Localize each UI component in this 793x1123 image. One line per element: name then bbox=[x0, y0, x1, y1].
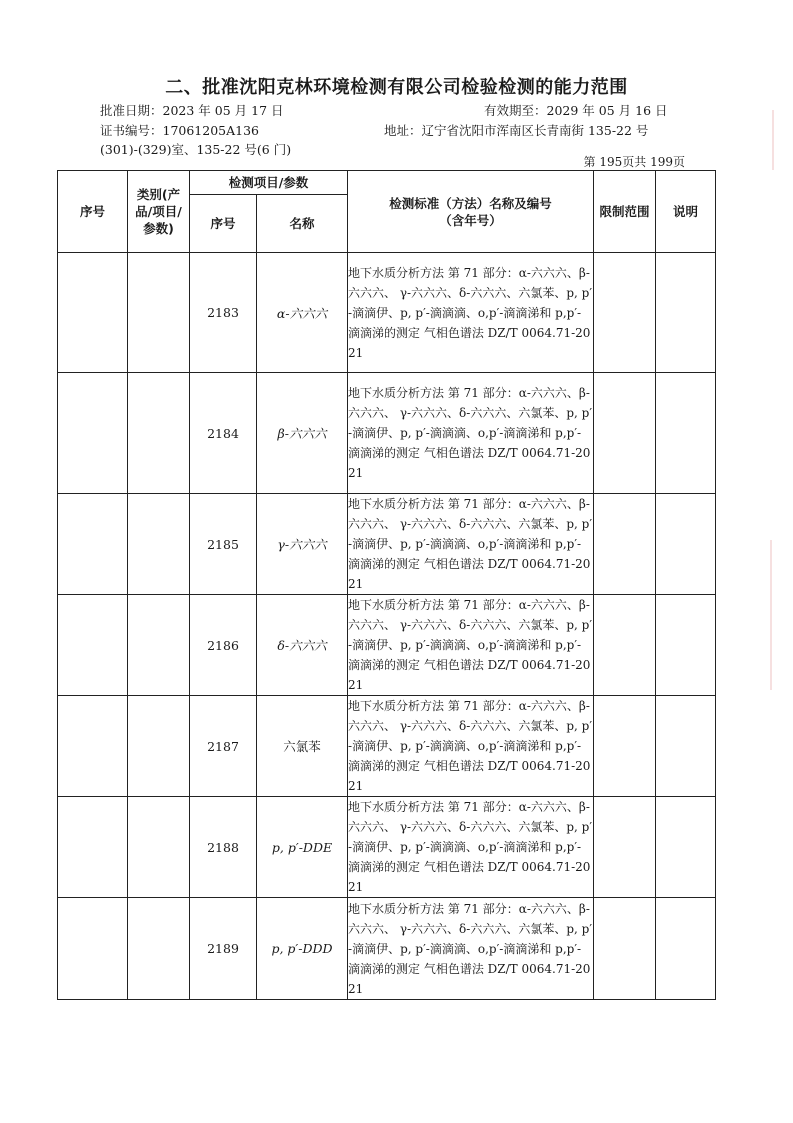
certificate-number: 证书编号：17061205A136 bbox=[100, 123, 260, 138]
item-note bbox=[656, 373, 716, 494]
table-row bbox=[58, 595, 716, 696]
item-note bbox=[656, 494, 716, 595]
col-seq: 序号 bbox=[58, 171, 128, 253]
item-note bbox=[656, 898, 716, 1000]
table-row bbox=[58, 253, 716, 373]
item-name: 六氯苯 bbox=[257, 696, 348, 797]
page-title: 二、批准沈阳克林环境检测有限公司检验检测的能力范围 bbox=[165, 77, 628, 98]
item-standard: 地下水质分析方法 第 71 部分：α-六六六、β-六六六、 γ-六六六、δ-六六六、六氯苯、p, p′-滴滴伊、p, p′-滴滴滴、o,p′-滴滴涕和 p,p′-滴滴涕的测定 气相色谱法 DZ/T 0064.71-2021 bbox=[348, 494, 594, 595]
item-name: γ-六六六 bbox=[257, 494, 348, 595]
row-category bbox=[128, 595, 190, 696]
valid-until: 有效期至：2029 年 05 月 16 日 bbox=[484, 103, 668, 118]
row-seq bbox=[58, 595, 128, 696]
item-standard: 地下水质分析方法 第 71 部分：α-六六六、β-六六六、 γ-六六六、δ-六六六、六氯苯、p, p′-滴滴伊、p, p′-滴滴滴、o,p′-滴滴涕和 p,p′-滴滴涕的测定 气相色谱法 DZ/T 0064.71-2021 bbox=[348, 696, 594, 797]
item-name: p, p′-DDE bbox=[257, 797, 348, 898]
col-items-group: 检测项目/参数 bbox=[190, 171, 348, 195]
address: 地址：辽宁省沈阳市浑南区长青南街 135-22 号 bbox=[384, 123, 649, 138]
col-item-seq: 序号 bbox=[190, 195, 257, 253]
row-category bbox=[128, 898, 190, 1000]
capability-table bbox=[57, 170, 716, 1000]
item-note bbox=[656, 797, 716, 898]
item-standard: 地下水质分析方法 第 71 部分：α-六六六、β-六六六、 γ-六六六、δ-六六六、六氯苯、p, p′-滴滴伊、p, p′-滴滴滴、o,p′-滴滴涕和 p,p′-滴滴涕的测定 气相色谱法 DZ/T 0064.71-2021 bbox=[348, 898, 594, 1000]
item-standard: 地下水质分析方法 第 71 部分：α-六六六、β-六六六、 γ-六六六、δ-六六六、六氯苯、p, p′-滴滴伊、p, p′-滴滴滴、o,p′-滴滴涕和 p,p′-滴滴涕的测定 气相色谱法 DZ/T 0064.71-2021 bbox=[348, 797, 594, 898]
item-number: 2185 bbox=[190, 494, 257, 595]
item-number: 2187 bbox=[190, 696, 257, 797]
col-category: 类别(产品/项目/参数) bbox=[128, 171, 190, 253]
item-name: δ-六六六 bbox=[257, 595, 348, 696]
address-continued: (301)-(329)室、135-22 号(6 门) bbox=[100, 142, 292, 157]
seal-mark-middle bbox=[770, 540, 788, 690]
row-category bbox=[128, 494, 190, 595]
row-seq bbox=[58, 373, 128, 494]
item-limit bbox=[594, 696, 656, 797]
item-number: 2184 bbox=[190, 373, 257, 494]
item-note bbox=[656, 253, 716, 373]
item-limit bbox=[594, 595, 656, 696]
row-category bbox=[128, 797, 190, 898]
col-note: 说明 bbox=[656, 171, 716, 253]
table-row bbox=[58, 797, 716, 898]
item-number: 2186 bbox=[190, 595, 257, 696]
item-standard: 地下水质分析方法 第 71 部分：α-六六六、β-六六六、 γ-六六六、δ-六六六、六氯苯、p, p′-滴滴伊、p, p′-滴滴滴、o,p′-滴滴涕和 p,p′-滴滴涕的测定 气相色谱法 DZ/T 0064.71-2021 bbox=[348, 253, 594, 373]
table-row bbox=[58, 898, 716, 1000]
item-note bbox=[656, 595, 716, 696]
table-row bbox=[58, 696, 716, 797]
row-category bbox=[128, 696, 190, 797]
item-number: 2188 bbox=[190, 797, 257, 898]
table-row bbox=[58, 373, 716, 494]
item-limit bbox=[594, 494, 656, 595]
row-seq bbox=[58, 494, 128, 595]
row-seq bbox=[58, 696, 128, 797]
page-number: 第 195页共 199页 bbox=[583, 155, 685, 169]
row-seq bbox=[58, 253, 128, 373]
item-number: 2189 bbox=[190, 898, 257, 1000]
item-limit bbox=[594, 373, 656, 494]
item-note bbox=[656, 696, 716, 797]
item-standard: 地下水质分析方法 第 71 部分：α-六六六、β-六六六、 γ-六六六、δ-六六六、六氯苯、p, p′-滴滴伊、p, p′-滴滴滴、o,p′-滴滴涕和 p,p′-滴滴涕的测定 气相色谱法 DZ/T 0064.71-2021 bbox=[348, 595, 594, 696]
table-row bbox=[58, 494, 716, 595]
item-name: β-六六六 bbox=[257, 373, 348, 494]
item-number: 2183 bbox=[190, 253, 257, 373]
row-seq bbox=[58, 898, 128, 1000]
approval-date: 批准日期：2023 年 05 月 17 日 bbox=[100, 103, 284, 118]
item-limit bbox=[594, 253, 656, 373]
col-item-name: 名称 bbox=[257, 195, 348, 253]
seal-mark-top bbox=[772, 110, 788, 170]
col-standard: 检测标准（方法）名称及编号（含年号） bbox=[348, 171, 594, 253]
item-standard: 地下水质分析方法 第 71 部分：α-六六六、β-六六六、 γ-六六六、δ-六六六、六氯苯、p, p′-滴滴伊、p, p′-滴滴滴、o,p′-滴滴涕和 p,p′-滴滴涕的测定 气相色谱法 DZ/T 0064.71-2021 bbox=[348, 373, 594, 494]
item-limit bbox=[594, 797, 656, 898]
item-name: α-六六六 bbox=[257, 253, 348, 373]
row-category bbox=[128, 373, 190, 494]
row-seq bbox=[58, 797, 128, 898]
col-limit: 限制范围 bbox=[594, 171, 656, 253]
item-limit bbox=[594, 898, 656, 1000]
row-category bbox=[128, 253, 190, 373]
item-name: p, p′-DDD bbox=[257, 898, 348, 1000]
